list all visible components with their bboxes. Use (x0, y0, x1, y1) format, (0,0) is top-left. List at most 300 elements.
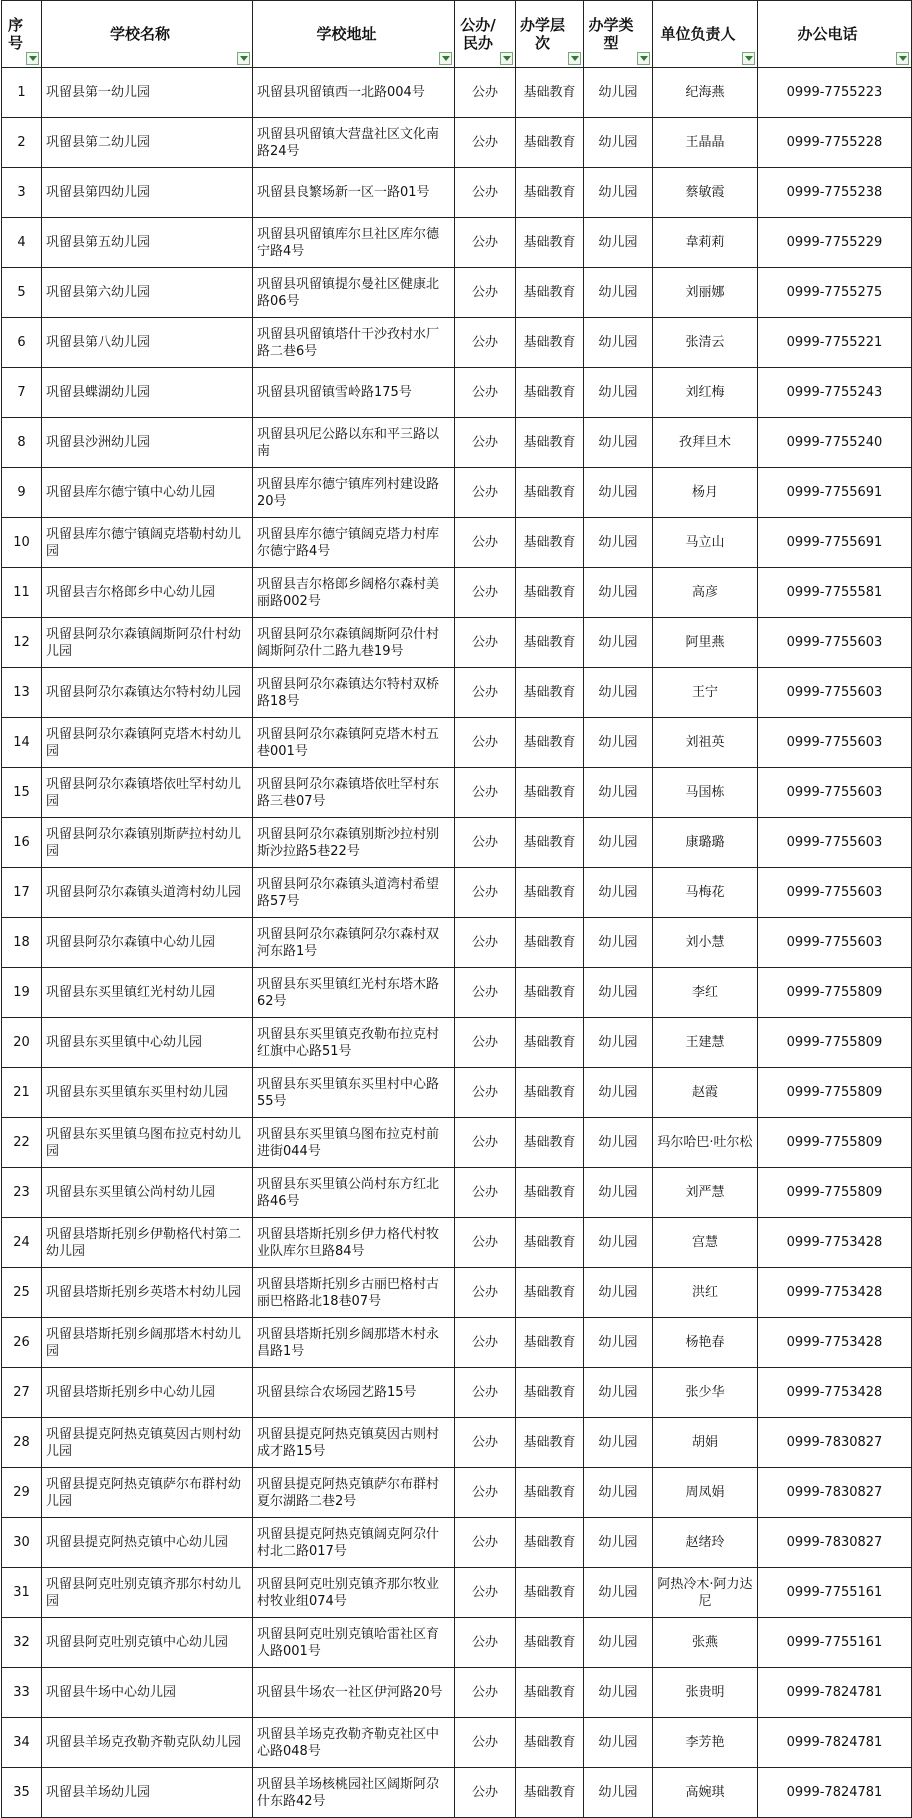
cell-type[interactable]: 幼儿园 (584, 868, 653, 918)
cell-school-address[interactable]: 巩留县塔斯托别乡伊力格代村牧业队库尔旦路84号 (253, 1218, 455, 1268)
cell-school-name[interactable]: 巩留县第四幼儿园 (42, 168, 253, 218)
table-row (2, 1268, 912, 1318)
cell-level[interactable]: 基础教育 (516, 768, 584, 818)
cell-type[interactable]: 幼儿园 (584, 1318, 653, 1368)
cell-type[interactable]: 幼儿园 (584, 1018, 653, 1068)
cell-school-address[interactable]: 巩留县东买里镇红光村东塔木路62号 (253, 968, 455, 1018)
cell-level[interactable]: 基础教育 (516, 68, 584, 118)
cell-ownership[interactable]: 公办 (455, 718, 516, 768)
cell-ownership[interactable]: 公办 (455, 1368, 516, 1418)
cell-school-name[interactable]: 巩留县阿尕尔森镇头道湾村幼儿园 (42, 868, 253, 918)
cell-school-name[interactable]: 巩留县东买里镇中心幼儿园 (42, 1018, 253, 1068)
cell-school-address[interactable]: 巩留县库尔德宁镇阔克塔力村库尔德宁路4号 (253, 518, 455, 568)
cell-level[interactable]: 基础教育 (516, 918, 584, 968)
cell-ownership[interactable]: 公办 (455, 668, 516, 718)
cell-ownership[interactable]: 公办 (455, 1518, 516, 1568)
cell-no[interactable]: 12 (2, 618, 42, 668)
cell-type[interactable]: 幼儿园 (584, 818, 653, 868)
cell-school-address[interactable]: 巩留县巩留镇西一北路004号 (253, 68, 455, 118)
cell-level[interactable]: 基础教育 (516, 418, 584, 468)
cell-type[interactable]: 幼儿园 (584, 668, 653, 718)
cell-level[interactable]: 基础教育 (516, 118, 584, 168)
cell-no[interactable]: 6 (2, 318, 42, 368)
cell-head[interactable]: 王晶晶 (653, 118, 758, 168)
cell-level[interactable]: 基础教育 (516, 1068, 584, 1118)
cell-head[interactable]: 周凤娟 (653, 1468, 758, 1518)
cell-level[interactable]: 基础教育 (516, 318, 584, 368)
cell-phone[interactable]: 0999-7755691 (758, 518, 912, 568)
cell-ownership[interactable]: 公办 (455, 918, 516, 968)
cell-school-address[interactable]: 巩留县阿尕尔森镇头道湾村希望路57号 (253, 868, 455, 918)
cell-type[interactable]: 幼儿园 (584, 1168, 653, 1218)
table-row (2, 1168, 912, 1218)
cell-no[interactable]: 29 (2, 1468, 42, 1518)
cell-level[interactable]: 基础教育 (516, 518, 584, 568)
table-row (2, 318, 912, 368)
cell-level[interactable]: 基础教育 (516, 168, 584, 218)
cell-phone[interactable]: 0999-7755228 (758, 118, 912, 168)
cell-school-address[interactable]: 巩留县羊场核桃园社区阔斯阿尕什东路42号 (253, 1768, 455, 1818)
cell-level[interactable]: 基础教育 (516, 568, 584, 618)
cell-school-name[interactable]: 巩留县东买里镇乌图布拉克村幼儿园 (42, 1118, 253, 1168)
cell-level[interactable]: 基础教育 (516, 1318, 584, 1368)
cell-ownership[interactable]: 公办 (455, 1568, 516, 1618)
cell-school-name[interactable]: 巩留县羊场幼儿园 (42, 1768, 253, 1818)
cell-school-name[interactable]: 巩留县第五幼儿园 (42, 218, 253, 268)
cell-type[interactable]: 幼儿园 (584, 1568, 653, 1618)
cell-head[interactable]: 蔡敏霞 (653, 168, 758, 218)
cell-type[interactable]: 幼儿园 (584, 468, 653, 518)
cell-no[interactable]: 20 (2, 1018, 42, 1068)
cell-level[interactable]: 基础教育 (516, 818, 584, 868)
cell-type[interactable]: 幼儿园 (584, 1618, 653, 1668)
cell-school-address[interactable]: 巩留县东买里镇克孜勒布拉克村红旗中心路51号 (253, 1018, 455, 1068)
cell-head[interactable]: 王建慧 (653, 1018, 758, 1068)
cell-school-name[interactable]: 巩留县提克阿热克镇萨尔布群村幼儿园 (42, 1468, 253, 1518)
cell-type[interactable]: 幼儿园 (584, 68, 653, 118)
cell-phone[interactable]: 0999-7830827 (758, 1418, 912, 1468)
cell-head[interactable]: 纪海燕 (653, 68, 758, 118)
cell-no[interactable]: 22 (2, 1118, 42, 1168)
cell-phone[interactable]: 0999-7755240 (758, 418, 912, 468)
cell-level[interactable]: 基础教育 (516, 1418, 584, 1468)
cell-school-name[interactable]: 巩留县东买里镇东买里村幼儿园 (42, 1068, 253, 1118)
cell-school-address[interactable]: 巩留县阿尕尔森镇别斯沙拉村别斯沙拉路5巷22号 (253, 818, 455, 868)
cell-phone[interactable]: 0999-7830827 (758, 1518, 912, 1568)
cell-school-name[interactable]: 巩留县第八幼儿园 (42, 318, 253, 368)
cell-school-address[interactable]: 巩留县吉尔格郎乡阔格尔森村美丽路002号 (253, 568, 455, 618)
cell-level[interactable]: 基础教育 (516, 718, 584, 768)
cell-ownership[interactable]: 公办 (455, 218, 516, 268)
cell-head[interactable]: 赵绪玲 (653, 1518, 758, 1568)
cell-no[interactable]: 9 (2, 468, 42, 518)
cell-phone[interactable]: 0999-7755603 (758, 618, 912, 668)
cell-level[interactable]: 基础教育 (516, 1768, 584, 1818)
cell-type[interactable]: 幼儿园 (584, 1768, 653, 1818)
cell-no[interactable]: 32 (2, 1618, 42, 1668)
cell-type[interactable]: 幼儿园 (584, 268, 653, 318)
table-row (2, 468, 912, 518)
cell-school-name[interactable]: 巩留县提克阿热克镇中心幼儿园 (42, 1518, 253, 1568)
cell-phone[interactable]: 0999-7755603 (758, 768, 912, 818)
filter-dropdown-icon[interactable] (637, 52, 650, 65)
cell-type[interactable]: 幼儿园 (584, 1468, 653, 1518)
cell-school-address[interactable]: 巩留县巩尼公路以东和平三路以南 (253, 418, 455, 468)
cell-phone[interactable]: 0999-7824781 (758, 1718, 912, 1768)
cell-no[interactable]: 10 (2, 518, 42, 568)
cell-ownership[interactable]: 公办 (455, 1618, 516, 1668)
cell-type[interactable]: 幼儿园 (584, 168, 653, 218)
cell-phone[interactable]: 0999-7755161 (758, 1618, 912, 1668)
cell-no[interactable]: 23 (2, 1168, 42, 1218)
cell-level[interactable]: 基础教育 (516, 268, 584, 318)
cell-school-name[interactable]: 巩留县东买里镇红光村幼儿园 (42, 968, 253, 1018)
cell-no[interactable]: 3 (2, 168, 42, 218)
cell-school-address[interactable]: 巩留县巩留镇塔什干沙孜村水厂路二巷6号 (253, 318, 455, 368)
cell-head[interactable]: 孜拜旦木 (653, 418, 758, 468)
cell-phone[interactable]: 0999-7755809 (758, 1118, 912, 1168)
cell-school-address[interactable]: 巩留县阿尕尔森镇塔依吐罕村东路三巷07号 (253, 768, 455, 818)
cell-ownership[interactable]: 公办 (455, 268, 516, 318)
cell-head[interactable]: 刘红梅 (653, 368, 758, 418)
cell-level[interactable]: 基础教育 (516, 1168, 584, 1218)
cell-school-address[interactable]: 巩留县阿尕尔森镇阿尕尔森村双河东路1号 (253, 918, 455, 968)
cell-head[interactable]: 阿里燕 (653, 618, 758, 668)
cell-school-address[interactable]: 巩留县巩留镇大营盘社区文化南路24号 (253, 118, 455, 168)
cell-no[interactable]: 28 (2, 1418, 42, 1468)
table-row (2, 1418, 912, 1468)
cell-school-name[interactable]: 巩留县阿尕尔森镇别斯萨拉村幼儿园 (42, 818, 253, 868)
cell-school-address[interactable]: 巩留县良繁场新一区一路01号 (253, 168, 455, 218)
cell-head[interactable]: 张贵明 (653, 1668, 758, 1718)
cell-no[interactable]: 5 (2, 268, 42, 318)
cell-ownership[interactable]: 公办 (455, 168, 516, 218)
cell-head[interactable]: 杨月 (653, 468, 758, 518)
cell-level[interactable]: 基础教育 (516, 968, 584, 1018)
cell-school-name[interactable]: 巩留县蝶湖幼儿园 (42, 368, 253, 418)
filter-dropdown-icon[interactable] (742, 52, 755, 65)
cell-type[interactable]: 幼儿园 (584, 1268, 653, 1318)
cell-school-name[interactable]: 巩留县沙洲幼儿园 (42, 418, 253, 468)
cell-ownership[interactable]: 公办 (455, 1768, 516, 1818)
cell-no[interactable]: 2 (2, 118, 42, 168)
table-row (2, 1768, 912, 1818)
cell-school-name[interactable]: 巩留县第六幼儿园 (42, 268, 253, 318)
cell-no[interactable]: 16 (2, 818, 42, 868)
cell-type[interactable]: 幼儿园 (584, 518, 653, 568)
table-row (2, 1718, 912, 1768)
cell-school-address[interactable]: 巩留县牛场农一社区伊河路20号 (253, 1668, 455, 1718)
cell-level[interactable]: 基础教育 (516, 1368, 584, 1418)
cell-type[interactable]: 幼儿园 (584, 1068, 653, 1118)
cell-school-name[interactable]: 巩留县库尔德宁镇中心幼儿园 (42, 468, 253, 518)
table-row (2, 1018, 912, 1068)
cell-level[interactable]: 基础教育 (516, 1568, 584, 1618)
filter-dropdown-icon[interactable] (237, 52, 250, 65)
cell-no[interactable]: 21 (2, 1068, 42, 1118)
cell-type[interactable]: 幼儿园 (584, 1368, 653, 1418)
cell-type[interactable]: 幼儿园 (584, 368, 653, 418)
cell-school-name[interactable]: 巩留县提克阿热克镇莫因古则村幼儿园 (42, 1418, 253, 1468)
cell-no[interactable]: 4 (2, 218, 42, 268)
cell-school-name[interactable]: 巩留县阿尕尔森镇阿克塔木村幼儿园 (42, 718, 253, 768)
cell-phone[interactable]: 0999-7753428 (758, 1318, 912, 1368)
cell-ownership[interactable]: 公办 (455, 1068, 516, 1118)
cell-head[interactable]: 张清云 (653, 318, 758, 368)
cell-head[interactable]: 马立山 (653, 518, 758, 568)
cell-ownership[interactable]: 公办 (455, 1668, 516, 1718)
cell-no[interactable]: 11 (2, 568, 42, 618)
cell-school-name[interactable]: 巩留县塔斯托别乡阔那塔木村幼儿园 (42, 1318, 253, 1368)
cell-level[interactable]: 基础教育 (516, 1618, 584, 1668)
cell-school-name[interactable]: 巩留县阿尕尔森镇阔斯阿尕什村幼儿园 (42, 618, 253, 668)
cell-ownership[interactable]: 公办 (455, 768, 516, 818)
cell-head[interactable]: 杨艳春 (653, 1318, 758, 1368)
cell-ownership[interactable]: 公办 (455, 368, 516, 418)
cell-level[interactable]: 基础教育 (516, 1018, 584, 1068)
cell-no[interactable]: 13 (2, 668, 42, 718)
cell-no[interactable]: 14 (2, 718, 42, 768)
cell-head[interactable]: 李红 (653, 968, 758, 1018)
cell-phone[interactable]: 0999-7755809 (758, 1168, 912, 1218)
cell-phone[interactable]: 0999-7755221 (758, 318, 912, 368)
cell-phone[interactable]: 0999-7755809 (758, 1018, 912, 1068)
cell-phone[interactable]: 0999-7755238 (758, 168, 912, 218)
cell-head[interactable]: 刘丽娜 (653, 268, 758, 318)
cell-ownership[interactable]: 公办 (455, 1118, 516, 1168)
cell-school-name[interactable]: 巩留县阿克吐别克镇齐那尔村幼儿园 (42, 1568, 253, 1618)
cell-no[interactable]: 26 (2, 1318, 42, 1368)
cell-no[interactable]: 27 (2, 1368, 42, 1418)
cell-level[interactable]: 基础教育 (516, 1218, 584, 1268)
cell-head[interactable]: 刘严慧 (653, 1168, 758, 1218)
cell-ownership[interactable]: 公办 (455, 68, 516, 118)
cell-ownership[interactable]: 公办 (455, 1468, 516, 1518)
filter-dropdown-icon[interactable] (896, 52, 909, 65)
cell-phone[interactable]: 0999-7755809 (758, 968, 912, 1018)
cell-type[interactable]: 幼儿园 (584, 1518, 653, 1568)
cell-head[interactable]: 宫慧 (653, 1218, 758, 1268)
cell-ownership[interactable]: 公办 (455, 1218, 516, 1268)
cell-type[interactable]: 幼儿园 (584, 768, 653, 818)
cell-no[interactable]: 1 (2, 68, 42, 118)
cell-school-address[interactable]: 巩留县阿克吐别克镇齐那尔牧业村牧业组074号 (253, 1568, 455, 1618)
cell-school-address[interactable]: 巩留县东买里镇乌图布拉克村前进街044号 (253, 1118, 455, 1168)
cell-level[interactable]: 基础教育 (516, 1468, 584, 1518)
cell-school-name[interactable]: 巩留县库尔德宁镇阔克塔勒村幼儿园 (42, 518, 253, 568)
cell-school-name[interactable]: 巩留县东买里镇公尚村幼儿园 (42, 1168, 253, 1218)
cell-level[interactable]: 基础教育 (516, 1668, 584, 1718)
cell-phone[interactable]: 0999-7830827 (758, 1468, 912, 1518)
cell-phone[interactable]: 0999-7755691 (758, 468, 912, 518)
cell-school-name[interactable]: 巩留县牛场中心幼儿园 (42, 1668, 253, 1718)
cell-head[interactable]: 赵霞 (653, 1068, 758, 1118)
cell-phone[interactable]: 0999-7755603 (758, 818, 912, 868)
cell-phone[interactable]: 0999-7755161 (758, 1568, 912, 1618)
cell-school-address[interactable]: 巩留县提克阿热克镇萨尔布群村夏尔湖路二巷2号 (253, 1468, 455, 1518)
cell-phone[interactable]: 0999-7824781 (758, 1668, 912, 1718)
cell-school-address[interactable]: 巩留县综合农场园艺路15号 (253, 1368, 455, 1418)
cell-phone[interactable]: 0999-7753428 (758, 1218, 912, 1268)
cell-school-name[interactable]: 巩留县阿克吐别克镇中心幼儿园 (42, 1618, 253, 1668)
cell-head[interactable]: 李芳艳 (653, 1718, 758, 1768)
cell-ownership[interactable]: 公办 (455, 868, 516, 918)
cell-school-address[interactable]: 巩留县巩留镇雪岭路175号 (253, 368, 455, 418)
cell-head[interactable]: 韋莉莉 (653, 218, 758, 268)
cell-level[interactable]: 基础教育 (516, 1518, 584, 1568)
cell-school-address[interactable]: 巩留县阿克吐别克镇哈雷社区育人路001号 (253, 1618, 455, 1668)
cell-level[interactable]: 基础教育 (516, 868, 584, 918)
cell-phone[interactable]: 0999-7755809 (758, 1068, 912, 1118)
cell-school-name[interactable]: 巩留县阿尕尔森镇塔依吐罕村幼儿园 (42, 768, 253, 818)
cell-school-name[interactable]: 巩留县阿尕尔森镇达尔特村幼儿园 (42, 668, 253, 718)
cell-school-address[interactable]: 巩留县羊场克孜勒齐勒克社区中心路048号 (253, 1718, 455, 1768)
cell-school-address[interactable]: 巩留县提克阿热克镇莫因古则村成才路15号 (253, 1418, 455, 1468)
cell-school-name[interactable]: 巩留县阿尕尔森镇中心幼儿园 (42, 918, 253, 968)
table-row (2, 718, 912, 768)
cell-phone[interactable]: 0999-7755603 (758, 718, 912, 768)
cell-type[interactable]: 幼儿园 (584, 418, 653, 468)
cell-head[interactable]: 洪红 (653, 1268, 758, 1318)
cell-no[interactable]: 18 (2, 918, 42, 968)
cell-level[interactable]: 基础教育 (516, 618, 584, 668)
cell-type[interactable]: 幼儿园 (584, 618, 653, 668)
cell-head[interactable]: 张燕 (653, 1618, 758, 1668)
cell-phone[interactable]: 0999-7755603 (758, 668, 912, 718)
cell-phone[interactable]: 0999-7755603 (758, 918, 912, 968)
cell-head[interactable]: 马国栋 (653, 768, 758, 818)
cell-no[interactable]: 7 (2, 368, 42, 418)
cell-level[interactable]: 基础教育 (516, 668, 584, 718)
cell-ownership[interactable]: 公办 (455, 418, 516, 468)
cell-no[interactable]: 25 (2, 1268, 42, 1318)
cell-school-name[interactable]: 巩留县第二幼儿园 (42, 118, 253, 168)
cell-no[interactable]: 30 (2, 1518, 42, 1568)
cell-ownership[interactable]: 公办 (455, 318, 516, 368)
cell-level[interactable]: 基础教育 (516, 1118, 584, 1168)
cell-ownership[interactable]: 公办 (455, 118, 516, 168)
cell-school-address[interactable]: 巩留县塔斯托别乡古丽巴格村古丽巴格路北18巷07号 (253, 1268, 455, 1318)
cell-head[interactable]: 刘祖英 (653, 718, 758, 768)
cell-school-address[interactable]: 巩留县提克阿热克镇阔克阿尕什村北二路017号 (253, 1518, 455, 1568)
cell-type[interactable]: 幼儿园 (584, 1118, 653, 1168)
cell-head[interactable]: 玛尔哈巴·吐尔松 (653, 1118, 758, 1168)
cell-ownership[interactable]: 公办 (455, 818, 516, 868)
cell-ownership[interactable]: 公办 (455, 468, 516, 518)
cell-school-address[interactable]: 巩留县东买里镇东买里村中心路55号 (253, 1068, 455, 1118)
cell-no[interactable]: 34 (2, 1718, 42, 1768)
table-row (2, 768, 912, 818)
cell-school-address[interactable]: 巩留县库尔德宁镇库列村建设路20号 (253, 468, 455, 518)
cell-type[interactable]: 幼儿园 (584, 218, 653, 268)
cell-type[interactable]: 幼儿园 (584, 1668, 653, 1718)
cell-ownership[interactable]: 公办 (455, 1718, 516, 1768)
cell-ownership[interactable]: 公办 (455, 1268, 516, 1318)
cell-head[interactable]: 康璐璐 (653, 818, 758, 868)
cell-ownership[interactable]: 公办 (455, 968, 516, 1018)
cell-head[interactable]: 胡娟 (653, 1418, 758, 1468)
cell-type[interactable]: 幼儿园 (584, 718, 653, 768)
cell-school-address[interactable]: 巩留县阿尕尔森镇阿克塔木村五巷001号 (253, 718, 455, 768)
cell-school-name[interactable]: 巩留县塔斯托别乡伊勒格代村第二幼儿园 (42, 1218, 253, 1268)
cell-school-address[interactable]: 巩留县东买里镇公尚村东方红北路46号 (253, 1168, 455, 1218)
cell-no[interactable]: 17 (2, 868, 42, 918)
cell-no[interactable]: 24 (2, 1218, 42, 1268)
cell-no[interactable]: 15 (2, 768, 42, 818)
cell-level[interactable]: 基础教育 (516, 468, 584, 518)
cell-phone[interactable]: 0999-7755581 (758, 568, 912, 618)
cell-type[interactable]: 幼儿园 (584, 1718, 653, 1768)
cell-head[interactable]: 王宁 (653, 668, 758, 718)
cell-type[interactable]: 幼儿园 (584, 1218, 653, 1268)
cell-no[interactable]: 31 (2, 1568, 42, 1618)
filter-dropdown-icon[interactable] (439, 52, 452, 65)
cell-type[interactable]: 幼儿园 (584, 118, 653, 168)
cell-type[interactable]: 幼儿园 (584, 918, 653, 968)
cell-no[interactable]: 35 (2, 1768, 42, 1818)
cell-phone[interactable]: 0999-7753428 (758, 1368, 912, 1418)
cell-ownership[interactable]: 公办 (455, 1418, 516, 1468)
cell-no[interactable]: 8 (2, 418, 42, 468)
cell-school-name[interactable]: 巩留县第一幼儿园 (42, 68, 253, 118)
cell-type[interactable]: 幼儿园 (584, 968, 653, 1018)
cell-phone[interactable]: 0999-7753428 (758, 1268, 912, 1318)
cell-school-name[interactable]: 巩留县羊场克孜勒齐勒克队幼儿园 (42, 1718, 253, 1768)
cell-phone[interactable]: 0999-7824781 (758, 1768, 912, 1818)
filter-dropdown-icon[interactable] (500, 52, 513, 65)
cell-level[interactable]: 基础教育 (516, 1268, 584, 1318)
cell-ownership[interactable]: 公办 (455, 518, 516, 568)
header-name (42, 1, 253, 68)
table-row (2, 368, 912, 418)
cell-ownership[interactable]: 公办 (455, 1018, 516, 1068)
cell-no[interactable]: 33 (2, 1668, 42, 1718)
cell-ownership[interactable]: 公办 (455, 568, 516, 618)
cell-head[interactable]: 马梅花 (653, 868, 758, 918)
cell-ownership[interactable]: 公办 (455, 618, 516, 668)
cell-ownership[interactable]: 公办 (455, 1168, 516, 1218)
cell-head[interactable]: 高婉琪 (653, 1768, 758, 1818)
cell-level[interactable]: 基础教育 (516, 368, 584, 418)
cell-school-name[interactable]: 巩留县吉尔格郎乡中心幼儿园 (42, 568, 253, 618)
cell-type[interactable]: 幼儿园 (584, 568, 653, 618)
cell-phone[interactable]: 0999-7755223 (758, 68, 912, 118)
cell-school-address[interactable]: 巩留县巩留镇库尔旦社区库尔德宁路4号 (253, 218, 455, 268)
cell-phone[interactable]: 0999-7755229 (758, 218, 912, 268)
filter-dropdown-icon[interactable] (26, 52, 39, 65)
cell-school-address[interactable]: 巩留县阿尕尔森镇阔斯阿尕什村阔斯阿尕什二路九巷19号 (253, 618, 455, 668)
cell-level[interactable]: 基础教育 (516, 218, 584, 268)
cell-ownership[interactable]: 公办 (455, 1318, 516, 1368)
cell-school-name[interactable]: 巩留县塔斯托别乡中心幼儿园 (42, 1368, 253, 1418)
cell-head[interactable]: 高彦 (653, 568, 758, 618)
cell-no[interactable]: 19 (2, 968, 42, 1018)
cell-phone[interactable]: 0999-7755243 (758, 368, 912, 418)
cell-phone[interactable]: 0999-7755603 (758, 868, 912, 918)
filter-dropdown-icon[interactable] (568, 52, 581, 65)
cell-school-address[interactable]: 巩留县塔斯托别乡阔那塔木村永昌路1号 (253, 1318, 455, 1368)
cell-school-name[interactable]: 巩留县塔斯托别乡英塔木村幼儿园 (42, 1268, 253, 1318)
cell-type[interactable]: 幼儿园 (584, 318, 653, 368)
cell-head[interactable]: 刘小慧 (653, 918, 758, 968)
cell-school-address[interactable]: 巩留县阿尕尔森镇达尔特村双桥路18号 (253, 668, 455, 718)
cell-head[interactable]: 阿热冷木·阿力达尼 (653, 1568, 758, 1618)
cell-level[interactable]: 基础教育 (516, 1718, 584, 1768)
cell-head[interactable]: 张少华 (653, 1368, 758, 1418)
cell-phone[interactable]: 0999-7755275 (758, 268, 912, 318)
cell-type[interactable]: 幼儿园 (584, 1418, 653, 1468)
cell-school-address[interactable]: 巩留县巩留镇提尔曼社区健康北路06号 (253, 268, 455, 318)
